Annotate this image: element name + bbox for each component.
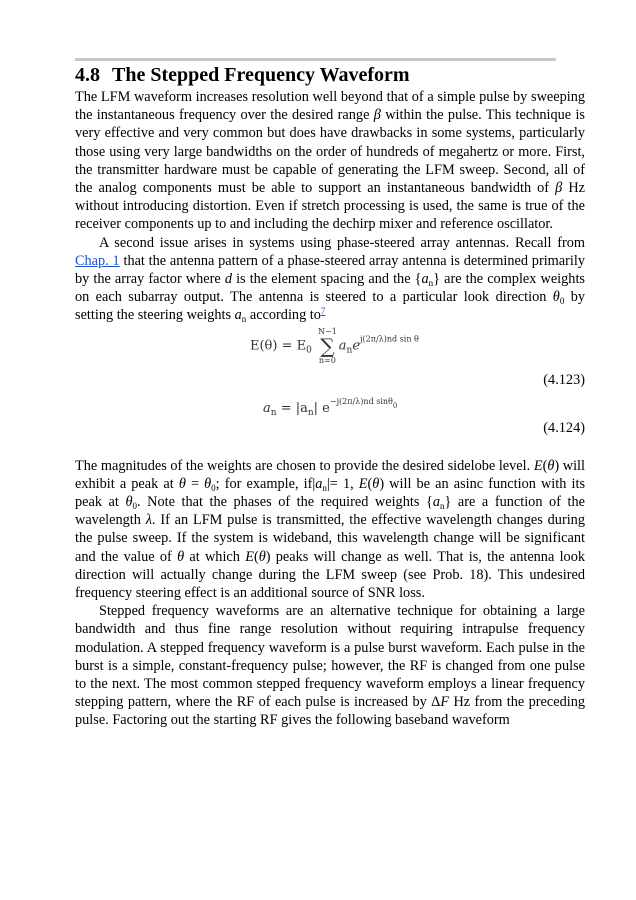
symbol-a: a bbox=[432, 494, 440, 511]
text-run: = bbox=[185, 475, 205, 492]
text-run: |= 1, bbox=[326, 475, 359, 492]
eq-text: = |a bbox=[276, 400, 308, 416]
paragraph-3 bbox=[75, 457, 585, 603]
exponent: j(2π/λ)nd sin θ bbox=[360, 334, 419, 344]
symbol-theta: θ bbox=[258, 548, 266, 565]
equation-number: (4.123) bbox=[543, 371, 585, 388]
equation-4-124 bbox=[75, 395, 585, 443]
text-run: is the element spacing and the { bbox=[231, 271, 422, 288]
text-run: The magnitudes of the weights are chosen to provide the desired sidelobe level. bbox=[75, 457, 534, 474]
section-title: The Stepped Frequency Waveform bbox=[112, 64, 410, 86]
page-content bbox=[75, 62, 585, 730]
subscript: n bbox=[428, 278, 434, 289]
symbol-E: E bbox=[533, 457, 543, 474]
sigma-symbol: ∑ bbox=[320, 333, 335, 358]
text-run: that the antenna pattern of a phase-steered array antenna is determined primarily by the array factor where bbox=[75, 252, 585, 288]
symbol-a: a bbox=[315, 475, 323, 492]
equation-body bbox=[250, 327, 419, 365]
text-run: at which bbox=[184, 548, 246, 565]
subscript: n bbox=[439, 501, 445, 512]
chapter-link[interactable]: Chap. 1 bbox=[75, 252, 120, 269]
symbol-theta: θ bbox=[372, 475, 380, 492]
sum-lower-limit: n=0 bbox=[318, 355, 336, 365]
symbol-a: a bbox=[234, 307, 242, 324]
symbol-E: E bbox=[245, 548, 254, 565]
text-run: ( bbox=[253, 548, 259, 565]
symbol-a: a bbox=[263, 400, 271, 416]
symbol-E: E bbox=[358, 475, 368, 492]
subscript: 0 bbox=[559, 296, 565, 307]
paragraph-4 bbox=[75, 602, 585, 729]
subscript: 0 bbox=[306, 345, 312, 356]
symbol-F: F bbox=[440, 694, 450, 711]
text-run: A second issue arises in systems using phase-steered array antennas. Recall from bbox=[99, 234, 585, 251]
sum-upper-limit: N−1 bbox=[317, 326, 337, 336]
symbol-theta: θ bbox=[177, 548, 185, 565]
text-run: ) will be an asinc function with its peak at bbox=[75, 475, 586, 511]
symbol-lambda: λ bbox=[145, 512, 152, 529]
text-run: . If an LFM pulse is transmitted, the effective wavelength changes during the pulse sweep. If the system is wideband, this wavelength change will be significant and the value of bbox=[75, 512, 585, 565]
text-run: ) peaks will change as well. That is, the antenna look direction will actually change during the LFM sweep (see Prob. 18). This undesired frequency steering effect is an additional source of SNR loss. bbox=[75, 548, 585, 602]
text-run: } are the complex weights on each subarray output. The antenna is steered to a particular look direction bbox=[75, 271, 585, 306]
equation-body bbox=[263, 397, 397, 416]
spacer bbox=[75, 443, 585, 457]
text-run: Hz without introducing distortion. Even if stretch processing is used, the same is true of the receiver components up to and including the dechirp mixer and reference oscillator. bbox=[75, 180, 585, 233]
symbol-a: a bbox=[338, 338, 347, 354]
subscript: 0 bbox=[211, 482, 216, 493]
text-run: Hz from the preceding pulse. Factoring out the starting RF gives the following baseband waveform bbox=[75, 694, 585, 729]
reference-link[interactable]: 7 bbox=[320, 306, 326, 317]
symbol-theta: θ bbox=[178, 475, 186, 492]
symbol-beta: β bbox=[373, 107, 381, 124]
text-run: ( bbox=[542, 457, 548, 474]
header-rule bbox=[75, 58, 556, 61]
symbol-a: a bbox=[421, 271, 429, 288]
text-run: within the pulse. This technique is very effective and very common but does have drawbacks in some systems, particularly those using very large bandwidths on the order of hundreds of megahertz or more. First, the transmitter hardware must be capable of generating the LFM sweep. Second, all of the analog components must be able to support an instantaneous bandwidth of bbox=[75, 107, 585, 197]
text-run: The LFM waveform increases resolution well beyond that of a simple pulse by sweeping the instantaneous frequency over the desired range bbox=[75, 89, 585, 124]
text-run: ) will exhibit a peak at bbox=[75, 457, 585, 492]
symbol-theta: θ bbox=[547, 457, 555, 474]
text-run: by setting the steering weights bbox=[75, 289, 585, 324]
symbol-theta: θ bbox=[204, 475, 212, 492]
symbol-d: d bbox=[224, 271, 232, 288]
text-run: ( bbox=[367, 475, 373, 492]
summation bbox=[318, 327, 337, 365]
subscript: 0 bbox=[132, 501, 137, 512]
equation-number: (4.124) bbox=[543, 419, 585, 436]
subscript: n bbox=[270, 407, 277, 418]
subscript: n bbox=[307, 407, 314, 418]
symbol-theta: θ bbox=[125, 494, 133, 511]
text-run: Stepped frequency waveforms are an alternative technique for obtaining a large bandwidth and thus fine range resolution without requiring intrapulse frequency modulation. A stepped frequency waveform is a pulse burst waveform. Each pulse in the burst is a simple, constant-frequency pulse; however, the RF is changed from one pulse to the next. The most common stepped frequency waveform employs a linear frequency stepping pattern, where the RF of each pulse is increased by Δ bbox=[75, 603, 585, 711]
subscript: n bbox=[241, 314, 247, 325]
eq-text: | e bbox=[313, 400, 330, 416]
symbol-e: e bbox=[352, 338, 361, 354]
symbol-beta: β bbox=[555, 180, 563, 197]
subscript: 0 bbox=[392, 401, 398, 410]
text-run: . Note that the phases of the required weights { bbox=[136, 494, 433, 511]
exponent: −j(2π/λ)nd sinθ bbox=[329, 396, 393, 406]
paragraph-1 bbox=[75, 88, 585, 234]
text-run: according to bbox=[246, 307, 321, 324]
section-heading bbox=[75, 62, 585, 88]
text-run: ; for example, if| bbox=[215, 475, 316, 492]
section-number: 4.8 bbox=[75, 64, 100, 86]
subscript: n bbox=[346, 345, 353, 356]
subscript: n bbox=[322, 482, 327, 493]
symbol-theta: θ bbox=[552, 289, 560, 306]
equation-4-123 bbox=[75, 325, 585, 395]
eq-lhs: E(θ) = E bbox=[250, 338, 307, 354]
text-run: } are a function of the wavelength bbox=[75, 494, 585, 529]
paragraph-2 bbox=[75, 234, 585, 325]
